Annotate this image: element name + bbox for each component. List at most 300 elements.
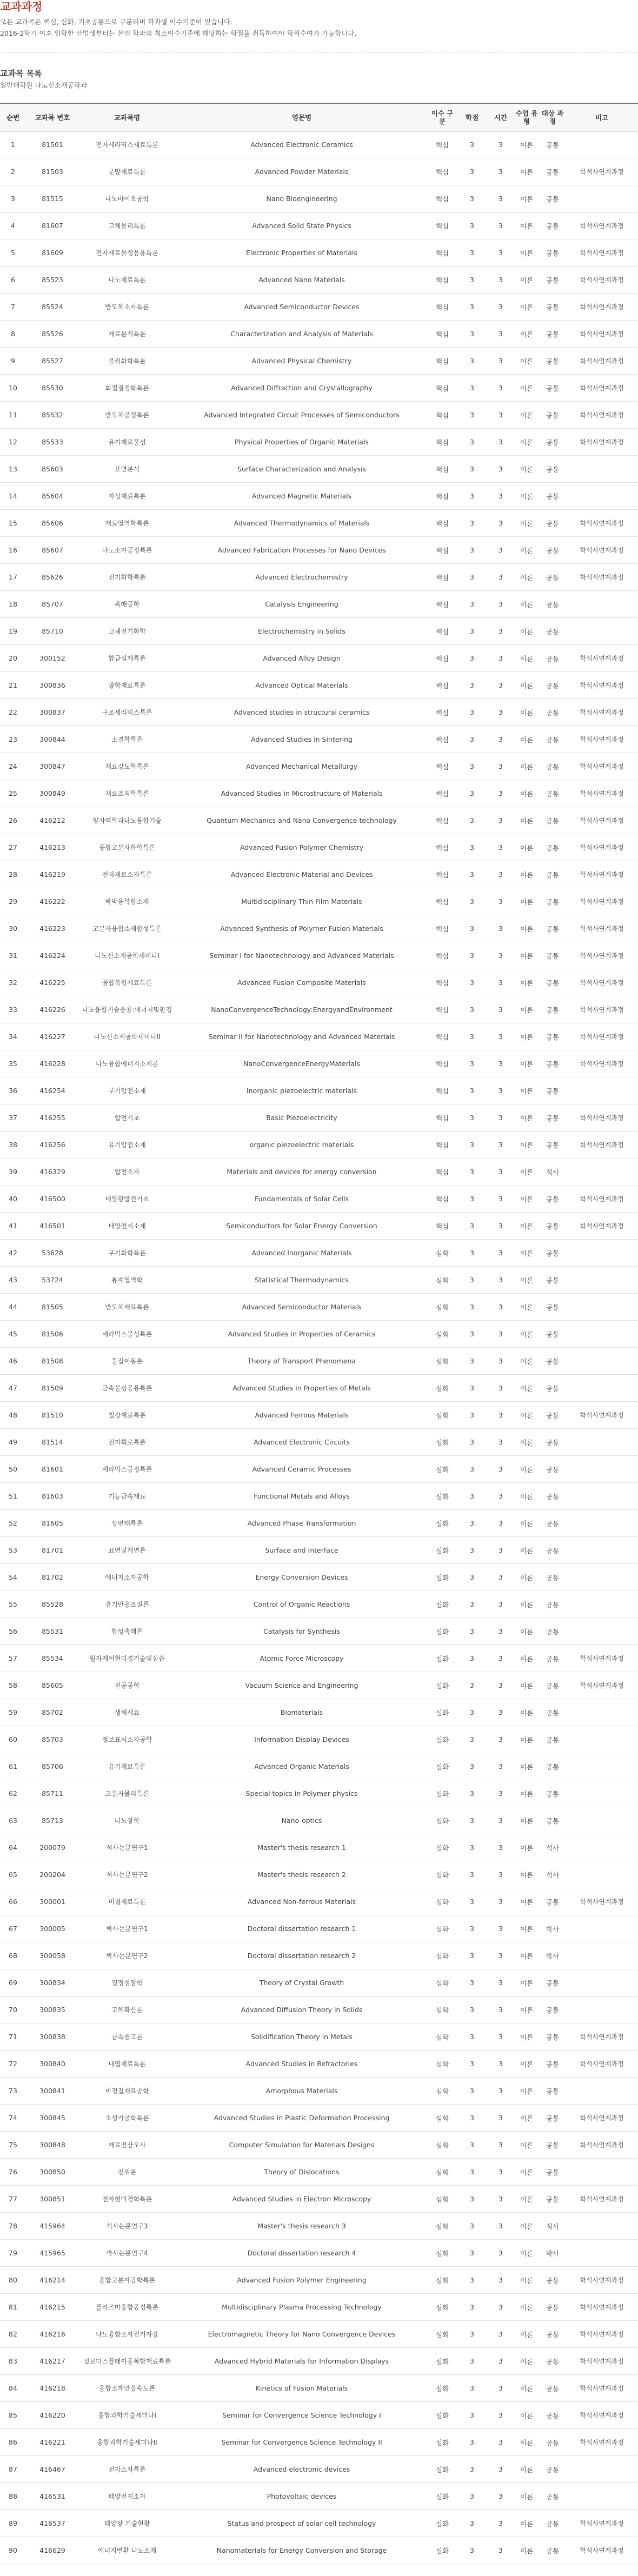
class-type: 이론 bbox=[514, 510, 540, 537]
course-name-english: Advanced Semiconductor Materials bbox=[175, 1294, 428, 1321]
course-hours: 3 bbox=[488, 1942, 514, 1969]
course-hours: 3 bbox=[488, 1321, 514, 1348]
table-row bbox=[0, 348, 638, 375]
table-row bbox=[0, 321, 638, 348]
course-category: 심화 bbox=[428, 1645, 456, 1672]
class-type: 이론 bbox=[514, 2402, 540, 2429]
course-remark bbox=[566, 1834, 638, 1861]
course-category: 심화 bbox=[428, 1753, 456, 1780]
row-number: 70 bbox=[0, 1996, 26, 2023]
course-code: 85626 bbox=[26, 564, 79, 591]
course-hours: 3 bbox=[488, 915, 514, 942]
course-name-english: Multidisciplinary Thin Film Materials bbox=[175, 888, 428, 915]
course-remark bbox=[566, 1267, 638, 1294]
course-name-english: Seminar I for Nanotechnology and Advanced Materials bbox=[175, 942, 428, 969]
course-hours: 3 bbox=[488, 2321, 514, 2348]
class-type: 이론 bbox=[514, 1023, 540, 1050]
course-name-english: Advanced Fusion Polymer Engineering bbox=[175, 2267, 428, 2294]
course-code: 416216 bbox=[26, 2321, 79, 2348]
table-row bbox=[0, 1375, 638, 1402]
row-number: 65 bbox=[0, 1861, 26, 1888]
table-row bbox=[0, 1564, 638, 1591]
target-program: 공통 bbox=[540, 1321, 566, 1348]
course-category: 핵심 bbox=[428, 915, 456, 942]
course-name-english: Advanced Physical Chemistry bbox=[175, 348, 428, 375]
row-number: 23 bbox=[0, 726, 26, 753]
table-row bbox=[0, 2078, 638, 2105]
course-name-english: Master's thesis research 2 bbox=[175, 1861, 428, 1888]
course-name-korean: 압전소자 bbox=[79, 1159, 175, 1186]
class-type: 이론 bbox=[514, 2456, 540, 2483]
course-code: 416500 bbox=[26, 1186, 79, 1213]
row-number: 88 bbox=[0, 2483, 26, 2510]
course-code: 416214 bbox=[26, 2267, 79, 2294]
row-number: 36 bbox=[0, 1077, 26, 1104]
course-category: 심화 bbox=[428, 2375, 456, 2402]
course-name-korean: 나노융합에너지소재론 bbox=[79, 1050, 175, 1077]
course-name-english: Theory of Dislocations bbox=[175, 2159, 428, 2186]
course-name-korean: 재료열역학특론 bbox=[79, 510, 175, 537]
class-type: 이론 bbox=[514, 2105, 540, 2132]
row-number: 76 bbox=[0, 2159, 26, 2186]
target-program: 공통 bbox=[540, 1483, 566, 1510]
course-category: 핵심 bbox=[428, 1104, 456, 1131]
course-name-english: Advanced Electronic Ceramics bbox=[175, 131, 428, 158]
target-program: 공통 bbox=[540, 2537, 566, 2564]
course-code: 200204 bbox=[26, 1861, 79, 1888]
table-row bbox=[0, 1699, 638, 1726]
course-credits: 3 bbox=[456, 834, 488, 861]
course-remark bbox=[566, 1348, 638, 1375]
course-remark: 학석사연계과정 bbox=[566, 2051, 638, 2078]
table-row bbox=[0, 1726, 638, 1753]
course-hours: 3 bbox=[488, 942, 514, 969]
table-row bbox=[0, 969, 638, 996]
course-remark: 학석사연계과정 bbox=[566, 2537, 638, 2564]
course-credits: 3 bbox=[456, 2213, 488, 2240]
course-hours: 3 bbox=[488, 2402, 514, 2429]
table-row bbox=[0, 1510, 638, 1537]
course-code: 81601 bbox=[26, 1456, 79, 1483]
course-credits: 3 bbox=[456, 1969, 488, 1996]
class-type: 이론 bbox=[514, 1131, 540, 1159]
course-hours: 3 bbox=[488, 996, 514, 1023]
course-hours: 3 bbox=[488, 807, 514, 834]
course-name-english: Atomic Force Microscopy bbox=[175, 1645, 428, 1672]
course-category: 핵심 bbox=[428, 645, 456, 672]
course-credits: 3 bbox=[456, 212, 488, 239]
course-category: 심화 bbox=[428, 1321, 456, 1348]
table-row bbox=[0, 1023, 638, 1050]
course-remark bbox=[566, 1375, 638, 1402]
course-credits: 3 bbox=[456, 2132, 488, 2159]
course-remark: 학석사연계과정 bbox=[566, 834, 638, 861]
class-type: 이론 bbox=[514, 915, 540, 942]
course-name-korean: 태양광발전기초 bbox=[79, 1186, 175, 1213]
course-name-korean: 태양전지소자 bbox=[79, 2483, 175, 2510]
row-number: 60 bbox=[0, 1726, 26, 1753]
course-code: 81514 bbox=[26, 1429, 79, 1456]
target-program: 공통 bbox=[540, 2078, 566, 2105]
course-hours: 3 bbox=[488, 753, 514, 780]
course-credits: 3 bbox=[456, 2159, 488, 2186]
course-hours: 3 bbox=[488, 2186, 514, 2213]
course-code: 300844 bbox=[26, 726, 79, 753]
course-credits: 3 bbox=[456, 402, 488, 429]
course-category: 심화 bbox=[428, 1510, 456, 1537]
course-hours: 3 bbox=[488, 1807, 514, 1834]
course-hours: 3 bbox=[488, 1375, 514, 1402]
class-type: 이론 bbox=[514, 1996, 540, 2023]
course-name-korean: 결정성장학 bbox=[79, 1969, 175, 1996]
class-type: 이론 bbox=[514, 780, 540, 807]
course-remark: 학석사연계과정 bbox=[566, 2105, 638, 2132]
course-name-english: Vacuum Science and Engineering bbox=[175, 1672, 428, 1699]
class-type: 이론 bbox=[514, 1456, 540, 1483]
course-remark: 학석사연계과정 bbox=[566, 1050, 638, 1077]
header-col-remarks: 비고 bbox=[595, 113, 609, 122]
course-table bbox=[0, 103, 638, 2564]
course-credits: 3 bbox=[456, 1618, 488, 1645]
course-hours: 3 bbox=[488, 888, 514, 915]
target-program: 공통 bbox=[540, 969, 566, 996]
target-program: 공통 bbox=[540, 861, 566, 888]
course-name-korean: 유기재료물성 bbox=[79, 429, 175, 456]
course-category: 심화 bbox=[428, 2023, 456, 2051]
course-category: 심화 bbox=[428, 1618, 456, 1645]
table-row bbox=[0, 2510, 638, 2537]
course-remark bbox=[566, 2213, 638, 2240]
course-remark bbox=[566, 1726, 638, 1753]
course-credits: 3 bbox=[456, 1996, 488, 2023]
course-name-korean: 나노광학 bbox=[79, 1807, 175, 1834]
table-row bbox=[0, 807, 638, 834]
course-remark bbox=[566, 1483, 638, 1510]
class-type: 이론 bbox=[514, 537, 540, 564]
target-program: 공통 bbox=[540, 429, 566, 456]
course-name-korean: 박사논문연구2 bbox=[79, 1942, 175, 1969]
row-number: 30 bbox=[0, 915, 26, 942]
course-code: 81510 bbox=[26, 1402, 79, 1429]
table-row bbox=[0, 1888, 638, 1915]
course-hours: 3 bbox=[488, 158, 514, 185]
course-remark bbox=[566, 483, 638, 510]
course-code: 81503 bbox=[26, 158, 79, 185]
class-type: 이론 bbox=[514, 375, 540, 402]
course-category: 핵심 bbox=[428, 510, 456, 537]
course-credits: 3 bbox=[456, 1213, 488, 1240]
row-number: 84 bbox=[0, 2375, 26, 2402]
course-hours: 3 bbox=[488, 1429, 514, 1456]
course-category: 심화 bbox=[428, 1429, 456, 1456]
course-code: 416218 bbox=[26, 2375, 79, 2402]
course-code: 81509 bbox=[26, 1375, 79, 1402]
class-type: 이론 bbox=[514, 2078, 540, 2105]
course-category: 심화 bbox=[428, 1807, 456, 1834]
course-name-korean: 나노신소재공학세미나II bbox=[79, 1023, 175, 1050]
course-name-korean: 광학재료특론 bbox=[79, 672, 175, 699]
course-category: 핵심 bbox=[428, 780, 456, 807]
course-hours: 3 bbox=[488, 1510, 514, 1537]
course-credits: 3 bbox=[456, 1591, 488, 1618]
course-name-korean: 융합소재반응속도론 bbox=[79, 2375, 175, 2402]
course-remark bbox=[566, 1618, 638, 1645]
row-number: 66 bbox=[0, 1888, 26, 1915]
course-name-korean: 나노재료특론 bbox=[79, 267, 175, 294]
target-program: 공통 bbox=[540, 1780, 566, 1807]
row-number: 18 bbox=[0, 591, 26, 618]
course-category: 심화 bbox=[428, 2051, 456, 2078]
row-number: 37 bbox=[0, 1104, 26, 1131]
course-name-english: Amorphous Materials bbox=[175, 2078, 428, 2105]
course-name-korean: 소결학특론 bbox=[79, 726, 175, 753]
table-row bbox=[0, 1834, 638, 1861]
course-hours: 3 bbox=[488, 1402, 514, 1429]
table-row bbox=[0, 212, 638, 239]
target-program: 공통 bbox=[540, 1023, 566, 1050]
course-name-english: Kinetics of Fusion Materials bbox=[175, 2375, 428, 2402]
course-remark: 학석사연계과정 bbox=[566, 564, 638, 591]
course-name-english: Theory of Crystal Growth bbox=[175, 1969, 428, 1996]
table-row bbox=[0, 1780, 638, 1807]
course-remark bbox=[566, 131, 638, 158]
course-hours: 3 bbox=[488, 2294, 514, 2321]
course-hours: 3 bbox=[488, 429, 514, 456]
course-category: 핵심 bbox=[428, 1077, 456, 1104]
course-hours: 3 bbox=[488, 618, 514, 645]
course-name-korean: 촉매공학 bbox=[79, 591, 175, 618]
course-code: 416224 bbox=[26, 942, 79, 969]
row-number: 3 bbox=[0, 185, 26, 212]
course-name-english: Semiconductors for Solar Energy Conversion bbox=[175, 1213, 428, 1240]
course-hours: 3 bbox=[488, 1050, 514, 1077]
table-row bbox=[0, 2051, 638, 2078]
course-remark bbox=[566, 1429, 638, 1456]
row-number: 54 bbox=[0, 1564, 26, 1591]
course-hours: 3 bbox=[488, 1240, 514, 1267]
course-remark: 학석사연계과정 bbox=[566, 510, 638, 537]
course-name-korean: 나노융합기술응용:에너지및환경 bbox=[79, 996, 175, 1023]
table-row bbox=[0, 1402, 638, 1429]
course-remark: 학석사연계과정 bbox=[566, 780, 638, 807]
course-credits: 3 bbox=[456, 699, 488, 726]
course-hours: 3 bbox=[488, 1537, 514, 1564]
course-code: 416222 bbox=[26, 888, 79, 915]
course-code: 81702 bbox=[26, 1564, 79, 1591]
course-credits: 3 bbox=[456, 131, 488, 158]
target-program: 석사 bbox=[540, 2213, 566, 2240]
course-remark bbox=[566, 2240, 638, 2267]
course-credits: 3 bbox=[456, 1375, 488, 1402]
course-code: 416217 bbox=[26, 2348, 79, 2375]
course-hours: 3 bbox=[488, 2483, 514, 2510]
target-program: 공통 bbox=[540, 2510, 566, 2537]
course-name-english: Information Display Devices bbox=[175, 1726, 428, 1753]
course-remark: 학석사연계과정 bbox=[566, 239, 638, 267]
table-row bbox=[0, 915, 638, 942]
class-type: 이론 bbox=[514, 321, 540, 348]
target-program: 공통 bbox=[540, 2159, 566, 2186]
course-credits: 3 bbox=[456, 1915, 488, 1942]
course-code: 300850 bbox=[26, 2159, 79, 2186]
course-category: 심화 bbox=[428, 2159, 456, 2186]
course-remark: 학석사연계과정 bbox=[566, 753, 638, 780]
row-number: 7 bbox=[0, 294, 26, 321]
row-number: 49 bbox=[0, 1429, 26, 1456]
table-row bbox=[0, 591, 638, 618]
course-hours: 3 bbox=[488, 969, 514, 996]
class-type: 이론 bbox=[514, 185, 540, 212]
course-name-english: Energy Conversion Devices bbox=[175, 1564, 428, 1591]
target-program: 공통 bbox=[540, 1294, 566, 1321]
course-name-english: Advanced Nano Materials bbox=[175, 267, 428, 294]
course-hours: 3 bbox=[488, 564, 514, 591]
course-code: 85534 bbox=[26, 1645, 79, 1672]
course-hours: 3 bbox=[488, 1780, 514, 1807]
course-category: 심화 bbox=[428, 1591, 456, 1618]
course-hours: 3 bbox=[488, 1294, 514, 1321]
course-category: 심화 bbox=[428, 1915, 456, 1942]
target-program: 공통 bbox=[540, 1672, 566, 1699]
course-hours: 3 bbox=[488, 672, 514, 699]
row-number: 72 bbox=[0, 2051, 26, 2078]
course-code: 415964 bbox=[26, 2213, 79, 2240]
class-type: 이론 bbox=[514, 1537, 540, 1564]
course-remark: 학석사연계과정 bbox=[566, 1131, 638, 1159]
course-code: 300001 bbox=[26, 1888, 79, 1915]
table-row bbox=[0, 2267, 638, 2294]
row-number: 12 bbox=[0, 429, 26, 456]
course-category: 심화 bbox=[428, 2267, 456, 2294]
row-number: 56 bbox=[0, 1618, 26, 1645]
class-type: 이론 bbox=[514, 996, 540, 1023]
course-credits: 3 bbox=[456, 1321, 488, 1348]
course-category: 핵심 bbox=[428, 185, 456, 212]
target-program: 공통 bbox=[540, 2294, 566, 2321]
class-type: 이론 bbox=[514, 807, 540, 834]
course-category: 심화 bbox=[428, 1780, 456, 1807]
course-name-english: Seminar II for Nanotechnology and Advanced Materials bbox=[175, 1023, 428, 1050]
table-row bbox=[0, 2294, 638, 2321]
course-credits: 3 bbox=[456, 1888, 488, 1915]
course-hours: 3 bbox=[488, 1753, 514, 1780]
row-number: 35 bbox=[0, 1050, 26, 1077]
course-name-english: Advanced Hybrid Materials for Information Displays bbox=[175, 2348, 428, 2375]
table-header bbox=[0, 103, 638, 131]
row-number: 74 bbox=[0, 2105, 26, 2132]
course-credits: 3 bbox=[456, 2023, 488, 2051]
course-credits: 3 bbox=[456, 1159, 488, 1186]
course-code: 416225 bbox=[26, 969, 79, 996]
course-name-korean: 나노융합소자전기자장 bbox=[79, 2321, 175, 2348]
course-name-english: Catalysis for Synthesis bbox=[175, 1618, 428, 1645]
table-row bbox=[0, 1186, 638, 1213]
course-category: 심화 bbox=[428, 2510, 456, 2537]
course-name-korean: 물리화학특론 bbox=[79, 348, 175, 375]
target-program: 공통 bbox=[540, 1726, 566, 1753]
course-credits: 3 bbox=[456, 1186, 488, 1213]
course-code: 416531 bbox=[26, 2483, 79, 2510]
course-hours: 3 bbox=[488, 2023, 514, 2051]
course-category: 핵심 bbox=[428, 969, 456, 996]
course-hours: 3 bbox=[488, 726, 514, 753]
course-category: 심화 bbox=[428, 1672, 456, 1699]
course-code: 416501 bbox=[26, 1213, 79, 1240]
target-program: 공통 bbox=[540, 267, 566, 294]
target-program: 공통 bbox=[540, 2429, 566, 2456]
course-name-english: Control of Organic Reactions bbox=[175, 1591, 428, 1618]
course-code: 300837 bbox=[26, 699, 79, 726]
table-row bbox=[0, 1969, 638, 1996]
course-name-english: Electrochemistry in Solids bbox=[175, 618, 428, 645]
target-program: 공통 bbox=[540, 1267, 566, 1294]
class-type: 이론 bbox=[514, 645, 540, 672]
row-number: 1 bbox=[0, 131, 26, 158]
target-program: 석사 bbox=[540, 1834, 566, 1861]
course-name-korean: 석사논문연구2 bbox=[79, 1861, 175, 1888]
course-name-korean: 통계열역학 bbox=[79, 1267, 175, 1294]
course-remark bbox=[566, 185, 638, 212]
target-program: 공통 bbox=[540, 158, 566, 185]
course-name-korean: 표면분석 bbox=[79, 456, 175, 483]
row-number: 52 bbox=[0, 1510, 26, 1537]
course-name-korean: 융합고분자화학특론 bbox=[79, 834, 175, 861]
table-row bbox=[0, 1321, 638, 1348]
row-number: 48 bbox=[0, 1402, 26, 1429]
table-row bbox=[0, 645, 638, 672]
header-col-no: 순번 bbox=[6, 113, 20, 122]
row-number: 86 bbox=[0, 2429, 26, 2456]
section-title: 교과목 목록 bbox=[0, 69, 42, 78]
course-remark: 학석사연계과정 bbox=[566, 537, 638, 564]
course-code: 85530 bbox=[26, 375, 79, 402]
course-name-english: Advanced electronic devices bbox=[175, 2456, 428, 2483]
table-row bbox=[0, 2132, 638, 2159]
table-row bbox=[0, 1672, 638, 1699]
row-number: 29 bbox=[0, 888, 26, 915]
course-name-korean: 내열재료특론 bbox=[79, 2051, 175, 2078]
table-row bbox=[0, 1050, 638, 1077]
row-number: 38 bbox=[0, 1131, 26, 1159]
class-type: 이론 bbox=[514, 1186, 540, 1213]
course-hours: 3 bbox=[488, 1699, 514, 1726]
header-col-class-type: 수업 유형 bbox=[515, 109, 538, 125]
course-credits: 3 bbox=[456, 2429, 488, 2456]
course-category: 심화 bbox=[428, 2213, 456, 2240]
table-row bbox=[0, 2023, 638, 2051]
class-type: 이론 bbox=[514, 1672, 540, 1699]
course-credits: 3 bbox=[456, 483, 488, 510]
course-hours: 3 bbox=[488, 1969, 514, 1996]
course-name-korean: 표면및계면론 bbox=[79, 1537, 175, 1564]
class-type: 이론 bbox=[514, 1240, 540, 1267]
course-code: 85711 bbox=[26, 1780, 79, 1807]
course-category: 심화 bbox=[428, 2348, 456, 2375]
course-name-english: Seminar for Convergence Science Technology I bbox=[175, 2402, 428, 2429]
course-category: 핵심 bbox=[428, 321, 456, 348]
course-category: 핵심 bbox=[428, 942, 456, 969]
row-number: 61 bbox=[0, 1753, 26, 1780]
course-remark: 학석사연계과정 bbox=[566, 402, 638, 429]
table-row bbox=[0, 510, 638, 537]
course-code: 416219 bbox=[26, 861, 79, 888]
row-number: 28 bbox=[0, 861, 26, 888]
class-type: 이론 bbox=[514, 1942, 540, 1969]
course-category: 핵심 bbox=[428, 429, 456, 456]
course-remark: 학석사연계과정 bbox=[566, 915, 638, 942]
class-type: 이론 bbox=[514, 2375, 540, 2402]
course-hours: 3 bbox=[488, 1104, 514, 1131]
